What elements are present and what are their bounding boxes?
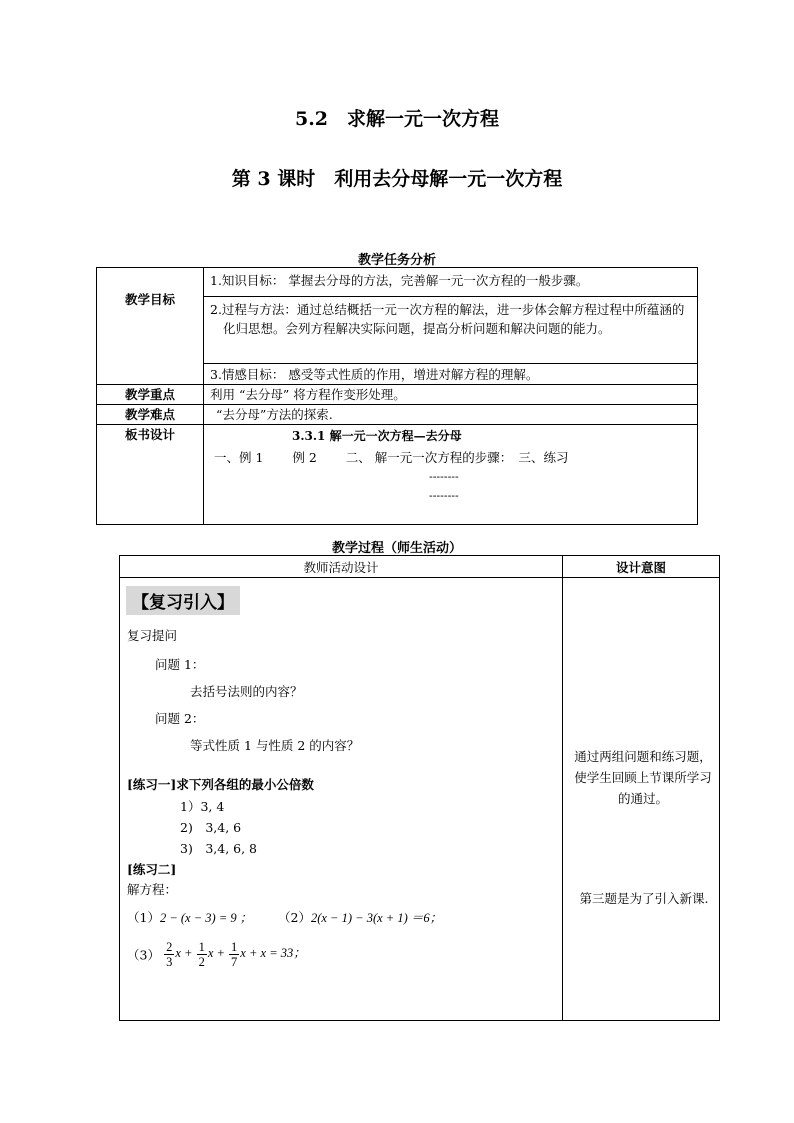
- equation-1-expr: 2 − (x − 3) = 9 ；: [159, 911, 253, 925]
- key-label: 教学重点: [97, 385, 204, 405]
- question-2-text: 等式性质 1 与性质 2 的内容？: [190, 738, 360, 753]
- fraction: $\frac{1}{2}$: [198, 940, 205, 969]
- lesson-title: 5.2 求解一元一次方程: [294, 108, 500, 130]
- exercise-1-item: 1）3, 4: [180, 799, 225, 814]
- equation-2: [278, 908, 442, 926]
- board-title: 3.3.1 解一元一次方程—去分母: [292, 429, 462, 443]
- analysis-table: [96, 267, 698, 525]
- board-dash-1: --------: [429, 470, 459, 483]
- process-caption: 教学过程（师生活动）: [331, 541, 462, 556]
- design-intent: [563, 578, 720, 1021]
- difficult-text: “去分母”方法的探索.: [204, 405, 698, 425]
- goal-label: 教学目标: [97, 268, 204, 385]
- key-text: 利用 “去分母” 将方程作变形处理。: [204, 385, 698, 405]
- question-1-text: 去括号法则的内容？: [190, 684, 303, 699]
- equation-2-expr: 2(x − 1) − 3(x + 1) ＝6；: [310, 911, 443, 925]
- equation-3-tail: x + x = 33；: [240, 946, 306, 961]
- equation-1: [127, 908, 252, 926]
- board-dash-2: --------: [429, 489, 459, 502]
- fraction: $\frac{1}{7}$: [231, 940, 238, 969]
- col-teacher: 教师活动设计: [120, 556, 563, 578]
- review-question: 复习提问: [127, 628, 178, 643]
- exercise-2-title: [练习二]: [127, 862, 177, 877]
- intent-2: 第三题是为了引入新课.: [579, 891, 709, 906]
- equation-3: （3） $\frac{2}{3}$ x + $\frac{1}{2}$ x + $\frac{1}{7}$ x + x = 33；: [127, 940, 306, 969]
- analysis-caption: 教学任务分析: [357, 253, 436, 268]
- exercise-1-title: [练习一]求下列各组的最小公倍数: [127, 777, 314, 792]
- fraction: $\frac{2}{3}$: [166, 940, 173, 969]
- question-1-label: 问题 1：: [155, 657, 205, 672]
- section-heading: 【复习引入】: [126, 586, 240, 615]
- goal-3: 3.情感目标： 感受等式性质的作用，增进对解方程的理解。: [204, 364, 698, 385]
- exercise-2-solve: 解方程：: [127, 882, 178, 897]
- equation-2-label: （2）: [278, 910, 311, 925]
- equation-3-label: （3）: [127, 947, 160, 963]
- goal-1: 1.知识目标： 掌握去分母的方法，完善解一元一次方程的一般步骤。: [204, 268, 698, 297]
- col-intent: 设计意图: [563, 556, 720, 578]
- board-label: 板书设计: [97, 425, 204, 525]
- board-line: 一、例 1 例 2 二、 解一元一次方程的步骤： 三、练习: [214, 450, 569, 465]
- board-design: [204, 425, 698, 525]
- difficult-label: 教学难点: [97, 405, 204, 425]
- exercise-1-item: 3) 3,4, 6, 8: [180, 841, 258, 856]
- exercise-1-item: 2) 3,4, 6: [180, 820, 242, 835]
- lesson-subtitle: 第 3 课时 利用去分母解一元一次方程: [231, 168, 563, 190]
- intent-1: 通过两组问题和练习题，使学生回顾上节课所学习的通过。: [574, 749, 712, 806]
- teacher-activity: [120, 578, 563, 1021]
- process-table: [119, 555, 720, 1021]
- question-2-label: 问题 2：: [155, 711, 205, 726]
- equation-1-label: （1）: [127, 910, 160, 925]
- goal-2: 2.过程与方法：通过总结概括一元一次方程的解法，进一步体会解方程过程中所蕴涵的化归思想。会列方程解决实际问题，提高分析问题和解决问题的能力。: [204, 297, 698, 364]
